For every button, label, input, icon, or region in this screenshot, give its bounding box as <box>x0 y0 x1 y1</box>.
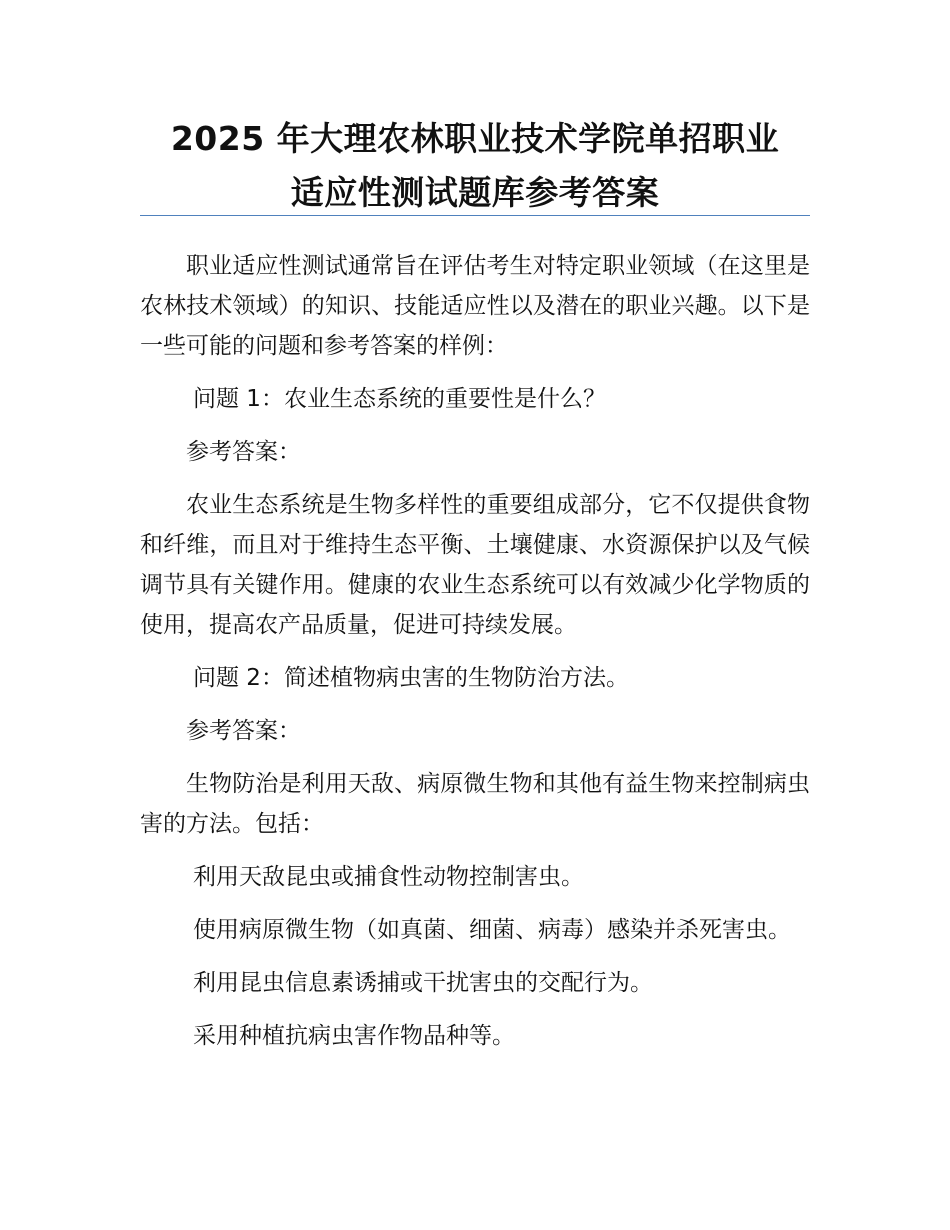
list-item: 采用种植抗病虫害作物品种等。 <box>193 1023 515 1049</box>
answer-1-text: 农业生态系统是生物多样性的重要组成部分，它不仅提供食物和纤维，而且对于维持生态平衡、土壤健康、水资源保护以及气候调节具有关键作用。健康的农业生态系统可以有效减少化学物质的使用，提高农产品质量，促进可持续发展。 <box>140 492 810 638</box>
title-line-1: 2025 年大理农林职业技术学院单招职业 <box>170 119 780 158</box>
question-1: 问题 1：农业生态系统的重要性是什么？ <box>193 386 606 412</box>
list-item: 利用天敌昆虫或捕食性动物控制害虫。 <box>193 864 584 890</box>
document-title <box>140 112 810 220</box>
answer-1-label: 参考答案： <box>186 439 301 465</box>
list-item: 使用病原微生物（如真菌、细菌、病毒）感染并杀死害虫。 <box>193 917 791 943</box>
answer-2-text: 生物防治是利用天敌、病原微生物和其他有益生物来控制病虫害的方法。包括： <box>140 771 810 837</box>
title-underline <box>140 215 810 216</box>
answer-2-label: 参考答案： <box>186 718 301 744</box>
list-item: 利用昆虫信息素诱捕或干扰害虫的交配行为。 <box>193 970 653 996</box>
document-body <box>140 246 810 1069</box>
title-line-2: 适应性测试题库参考答案 <box>290 173 660 212</box>
question-2: 问题 2：简述植物病虫害的生物防治方法。 <box>193 665 629 691</box>
intro-paragraph: 职业适应性测试通常旨在评估考生对特定职业领域（在这里是农林技术领域）的知识、技能适应性以及潜在的职业兴趣。以下是一些可能的问题和参考答案的样例： <box>140 253 810 359</box>
